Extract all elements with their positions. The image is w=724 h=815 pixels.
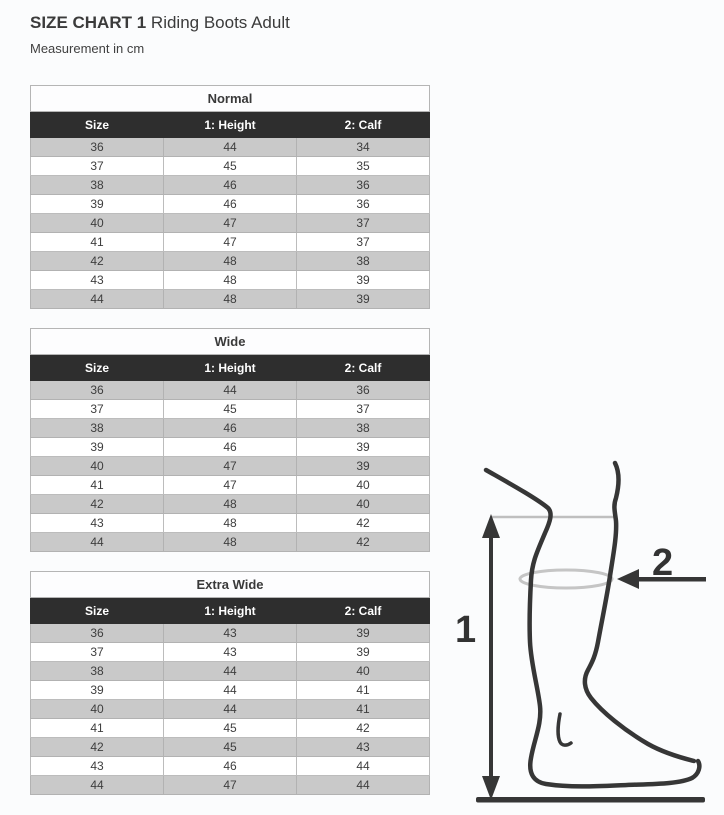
height-cell: 47 [164,476,297,495]
column-header-calf-cell: 2: Calf [297,355,430,381]
size-cell: 38 [31,176,164,195]
table-row [31,214,430,233]
calf-cell: 42 [297,533,430,552]
size-cell: 41 [31,233,164,252]
calf-cell: 44 [297,757,430,776]
height-cell: 46 [164,419,297,438]
page-title-strong: SIZE CHART 1 [30,13,147,32]
height-cell: 47 [164,233,297,252]
column-header-height-cell: 1: Height [164,598,297,624]
column-header-calf-cell: 2: Calf [297,112,430,138]
column-header-height-cell: 1: Height [164,355,297,381]
leg-front-path [585,463,694,761]
leg-outline [486,463,699,786]
table-row [31,195,430,214]
calf-cell: 37 [297,214,430,233]
calf-cell: 39 [297,457,430,476]
calf-cell: 37 [297,400,430,419]
calf-cell: 44 [297,776,430,795]
size-table-normal [30,85,430,309]
height-cell: 45 [164,400,297,419]
table-row [31,757,430,776]
table-row [31,681,430,700]
measurement-unit-note: Measurement in cm [30,41,145,56]
table-row [31,514,430,533]
size-cell: 40 [31,214,164,233]
size-cell: 43 [31,514,164,533]
size-cell: 40 [31,700,164,719]
calf-cell: 39 [297,624,430,643]
height-arrow-shaft [489,532,493,784]
calf-arrow-head [617,569,639,589]
calf-cell: 35 [297,157,430,176]
calf-measure-label: 2 [652,542,674,584]
height-cell: 44 [164,681,297,700]
size-cell: 37 [31,157,164,176]
size-cell: 43 [31,271,164,290]
table-row [31,738,430,757]
height-arrow-head-down [482,776,500,800]
calf-cell: 41 [297,700,430,719]
calf-cell: 41 [297,681,430,700]
height-cell: 48 [164,514,297,533]
height-measure-label: 1 [455,609,477,651]
table-row [31,662,430,681]
calf-cell: 42 [297,719,430,738]
table-row [31,700,430,719]
table-row [31,400,430,419]
table-row [31,419,430,438]
table-row [31,233,430,252]
height-cell: 43 [164,624,297,643]
table-row [31,624,430,643]
calf-cell: 38 [297,419,430,438]
table-title-extra-wide: Extra Wide [31,572,430,598]
height-cell: 48 [164,290,297,309]
size-cell: 42 [31,738,164,757]
calf-cell: 39 [297,290,430,309]
size-cell: 39 [31,681,164,700]
height-cell: 44 [164,381,297,400]
table-row [31,719,430,738]
height-cell: 44 [164,662,297,681]
table-row [31,176,430,195]
height-cell: 48 [164,495,297,514]
height-arrow [482,514,500,800]
table-row [31,643,430,662]
table-row [31,438,430,457]
table-row [31,157,430,176]
height-cell: 47 [164,214,297,233]
height-cell: 47 [164,776,297,795]
ground-line [476,797,705,803]
table-title-wide: Wide [31,329,430,355]
table-row [31,776,430,795]
calf-cell: 39 [297,643,430,662]
height-cell: 45 [164,157,297,176]
ankle-mark [558,714,571,745]
leg-diagram-svg [452,448,724,815]
calf-cell: 36 [297,381,430,400]
calf-cell: 34 [297,138,430,157]
height-cell: 46 [164,195,297,214]
calf-cell: 40 [297,476,430,495]
calf-cell: 36 [297,176,430,195]
calf-cell: 40 [297,495,430,514]
height-cell: 44 [164,700,297,719]
table-row [31,290,430,309]
column-header-size-cell: Size [31,598,164,624]
size-cell: 36 [31,138,164,157]
height-cell: 46 [164,176,297,195]
column-header-size-cell: Size [31,355,164,381]
page-title-rest: Riding Boots Adult [150,13,290,32]
size-cell: 41 [31,476,164,495]
height-cell: 48 [164,252,297,271]
calf-cell: 39 [297,271,430,290]
column-header-size-cell: Size [31,112,164,138]
table-row [31,381,430,400]
table-row [31,271,430,290]
height-cell: 48 [164,271,297,290]
page-title [30,12,290,34]
page-header [30,12,290,56]
calf-cell: 38 [297,252,430,271]
height-cell: 48 [164,533,297,552]
size-cell: 36 [31,624,164,643]
size-cell: 44 [31,776,164,795]
height-cell: 46 [164,757,297,776]
column-header-height-cell: 1: Height [164,112,297,138]
table-row [31,495,430,514]
leg-measurement-diagram [452,448,724,815]
height-cell: 45 [164,738,297,757]
calf-cell: 43 [297,738,430,757]
table-row [31,252,430,271]
height-cell: 46 [164,438,297,457]
size-table-extra-wide [30,571,430,795]
size-cell: 38 [31,662,164,681]
size-cell: 38 [31,419,164,438]
size-cell: 42 [31,252,164,271]
column-header-calf-cell: 2: Calf [297,598,430,624]
table-row [31,138,430,157]
size-table-wide [30,328,430,552]
calf-cell: 36 [297,195,430,214]
height-cell: 44 [164,138,297,157]
height-cell: 45 [164,719,297,738]
size-cell: 37 [31,400,164,419]
size-cell: 36 [31,381,164,400]
size-cell: 43 [31,757,164,776]
table-row [31,476,430,495]
size-cell: 42 [31,495,164,514]
size-cell: 39 [31,438,164,457]
size-cell: 39 [31,195,164,214]
height-cell: 47 [164,457,297,476]
height-cell: 43 [164,643,297,662]
size-cell: 37 [31,643,164,662]
size-cell: 44 [31,290,164,309]
calf-cell: 40 [297,662,430,681]
table-title-normal: Normal [31,86,430,112]
table-row [31,457,430,476]
size-cell: 40 [31,457,164,476]
table-row [31,533,430,552]
calf-cell: 39 [297,438,430,457]
size-cell: 41 [31,719,164,738]
calf-cell: 42 [297,514,430,533]
size-cell: 44 [31,533,164,552]
size-tables-container [30,85,430,814]
calf-cell: 37 [297,233,430,252]
